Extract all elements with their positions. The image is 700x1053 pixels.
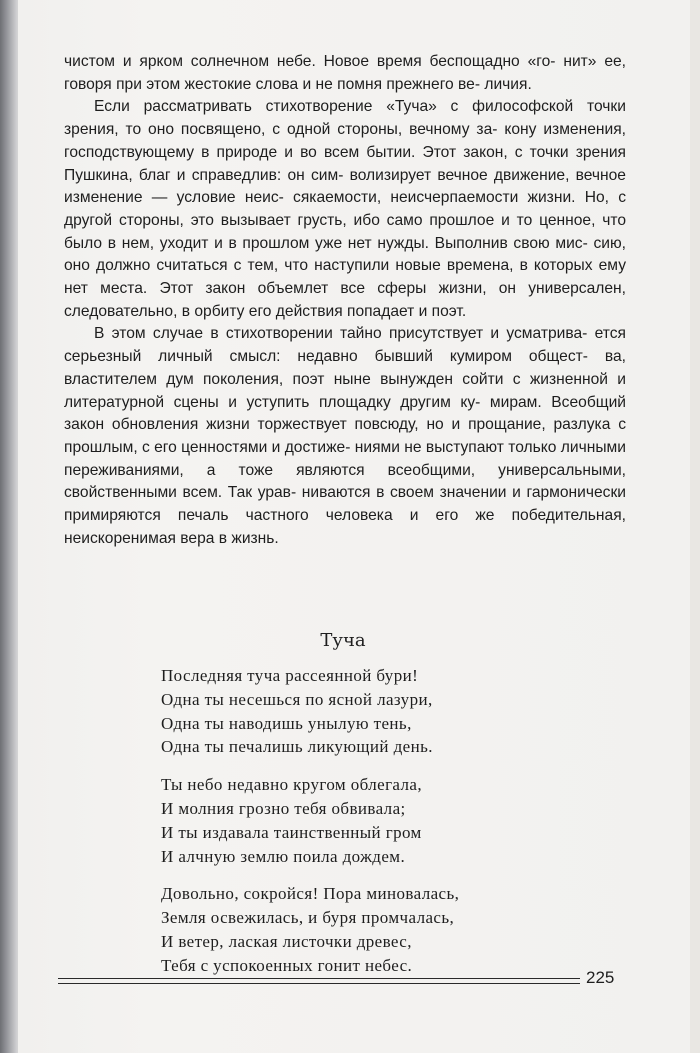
text-line: кону изменения, господствующему в природе и во всем бытии. [64,121,626,161]
paragraph-personal-meaning [64,323,626,550]
text-line: мирам. Всеобщий закон обновления жизни торжествует повсюду, [64,393,627,434]
text-line: волизирует вечное движение, вечное изменение — условие неис- [64,166,626,207]
text-line: нит» ее, говоря при этом жестокие слова и не помня прежнего ве- [64,53,626,93]
text-line: частного человека и его же победительная, неискоренимая вера в [64,507,626,547]
poem-line: Одна ты печалишь ликующий день. [161,737,433,757]
text-line: ниями не выступают только личными переживаниями, а тоже являются [64,438,626,479]
text-line: ниваются в своем значении и гармонически примиряются печаль [64,484,627,525]
poem-line: Ты небо недавно кругом облегала, [161,775,423,795]
poem-stanza [161,882,459,977]
poem-line: И молния грозно тебя обвивала; [161,798,406,818]
text-line: В этом случае в стихотворении тайно присутствует и усматрива- [94,325,588,343]
page-number: 225 [586,968,615,987]
poem-line: Одна ты несешься по ясной лазури, [161,689,433,709]
poem-line: И ты издавала таинственный гром [161,822,422,842]
text-line: личия. [484,75,532,93]
poem-line: Земля освежилась, и буря промчалась, [161,908,455,928]
text-line: вызывает грусть, ибо само прошлое и то ценное, что было в [64,211,626,252]
book-page [18,0,690,1053]
poem [161,664,459,992]
text-line: жизнь. [231,529,279,547]
poem-line: И алчную землю поила дождем. [161,846,406,866]
poem-line: Последняя туча рассеянной бури! [161,666,419,685]
poem-line: Тебя с успокоенных гонит небес. [161,955,413,975]
text-line: Если рассматривать стихотворение «Туча» с философской [94,98,574,116]
text-line: чистом и ярком солнечном небе. Новое время беспощадно «го- [64,53,556,70]
poem-line: Одна ты наводишь унылую тень, [161,713,412,733]
text-line: ва, властителем дум поколения, поэт ныне вынужден сойти с [64,348,626,388]
text-line: жизненной и литературной сцены и уступить площадку другим ку- [64,370,626,411]
text-line: в которых ему нет места. Этот закон объемлет все сферы жизни, [64,257,626,298]
poem-title: Туча [320,630,366,651]
text-line: и поэт. [418,302,467,320]
text-line: нем, уходит и в прошлом уже нет нужды. Выполнив свою мис- [121,234,588,252]
poem-stanza [161,773,459,868]
paragraph-philosophy [64,96,626,323]
body-text [64,51,626,550]
poem-line: И ветер, лаская листочки древес, [161,931,412,951]
poem-line: Довольно, сокройся! Пора миновалась, [161,884,460,904]
text-line: всеобщими, универсальными, свойственными всем. Так урав- [64,461,626,502]
paragraph-continuation [64,51,626,96]
text-line: он универсален, следовательно, в орбиту его действия попадает [64,280,626,320]
footer-double-rule [58,978,580,984]
text-line: сию, оно должно считаться с тем, что наступили новые времена, [64,234,626,275]
text-line: сякаемости, неисчерпаемости жизни. Но, с другой стороны, это [64,189,626,229]
text-line: Этот закон, с точки зрения Пушкина, благ и справедлив: он сим- [64,143,626,184]
text-line: точки зрения, то оно посвящено, с одной стороны, вечному за- [64,98,626,139]
poem-stanza [161,664,459,759]
text-line: но и прощание, разлука с прошлым, с его ценностями и достиже- [64,416,626,456]
text-line: ется серьезный личный смысл: недавно бывший кумиром общест- [64,325,626,366]
